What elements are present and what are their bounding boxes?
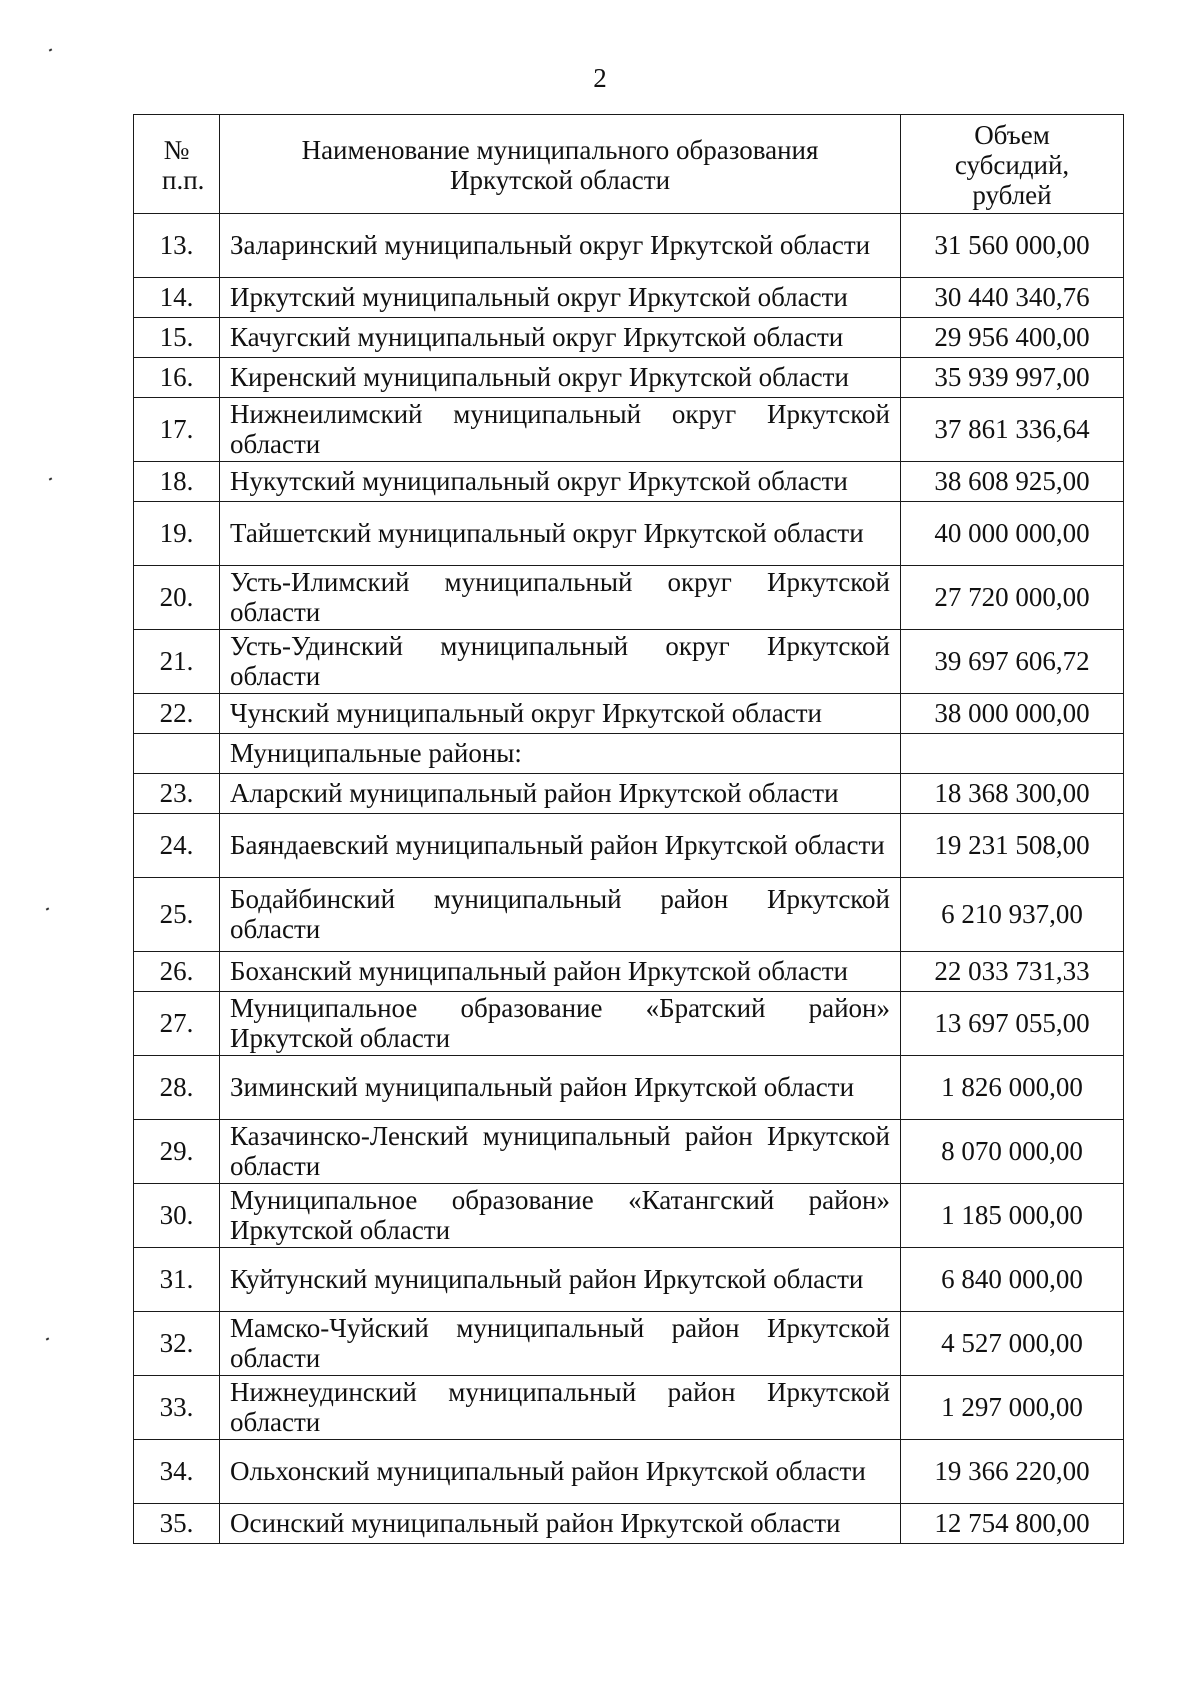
table-row	[134, 1376, 1124, 1440]
subsidy-amount: 1 185 000,00	[901, 1184, 1124, 1248]
subsidy-amount: 27 720 000,00	[901, 566, 1124, 630]
row-number: 32.	[134, 1312, 220, 1376]
municipality-name: Нижнеудинский муниципальный район Иркутской области	[220, 1376, 901, 1440]
table-row	[134, 774, 1124, 814]
subsidy-amount: 1 297 000,00	[901, 1376, 1124, 1440]
table-row	[134, 278, 1124, 318]
table-row	[134, 1120, 1124, 1184]
subsidy-amount: 35 939 997,00	[901, 358, 1124, 398]
municipality-name: Бодайбинский муниципальный район Иркутской области	[220, 878, 901, 952]
header-amount: Объем субсидий, рублей	[901, 115, 1124, 214]
row-number: 24.	[134, 814, 220, 878]
municipality-name: Зиминский муниципальный район Иркутской области	[220, 1056, 901, 1120]
municipality-name: Муниципальное образование «Братский район» Иркутской области	[220, 992, 901, 1056]
subsidy-amount: 4 527 000,00	[901, 1312, 1124, 1376]
municipality-name: Аларский муниципальный район Иркутской области	[220, 774, 901, 814]
row-number	[134, 734, 220, 774]
table-row	[134, 1440, 1124, 1504]
subsidy-amount	[901, 734, 1124, 774]
row-number: 31.	[134, 1248, 220, 1312]
table-row	[134, 462, 1124, 502]
table-row	[134, 694, 1124, 734]
scan-speck	[46, 1337, 50, 1340]
table-header-row	[134, 115, 1124, 214]
municipality-name: Куйтунский муниципальный район Иркутской области	[220, 1248, 901, 1312]
subsidy-amount: 30 440 340,76	[901, 278, 1124, 318]
subsidy-amount: 37 861 336,64	[901, 398, 1124, 462]
row-number: 23.	[134, 774, 220, 814]
table-row	[134, 878, 1124, 952]
subsidy-amount: 12 754 800,00	[901, 1504, 1124, 1544]
row-number: 27.	[134, 992, 220, 1056]
row-number: 30.	[134, 1184, 220, 1248]
row-number: 35.	[134, 1504, 220, 1544]
municipality-name: Баяндаевский муниципальный район Иркутской области	[220, 814, 901, 878]
subsidy-amount: 1 826 000,00	[901, 1056, 1124, 1120]
subsidy-table	[133, 114, 1124, 1544]
table-row	[134, 318, 1124, 358]
subsidy-amount: 6 210 937,00	[901, 878, 1124, 952]
municipality-name: Усть-Илимский муниципальный округ Иркутской области	[220, 566, 901, 630]
scan-speck	[49, 48, 53, 51]
municipality-name: Казачинско-Ленский муниципальный район Иркутской области	[220, 1120, 901, 1184]
subsidy-amount: 19 366 220,00	[901, 1440, 1124, 1504]
table-section-row	[134, 734, 1124, 774]
subsidy-amount: 39 697 606,72	[901, 630, 1124, 694]
row-number: 29.	[134, 1120, 220, 1184]
municipality-name: Ольхонский муниципальный район Иркутской области	[220, 1440, 901, 1504]
subsidy-amount: 13 697 055,00	[901, 992, 1124, 1056]
row-number: 16.	[134, 358, 220, 398]
row-number: 20.	[134, 566, 220, 630]
table-row	[134, 1056, 1124, 1120]
section-heading: Муниципальные районы:	[220, 734, 901, 774]
municipality-name: Муниципальное образование «Катангский район» Иркутской области	[220, 1184, 901, 1248]
table-row	[134, 1504, 1124, 1544]
subsidy-amount: 40 000 000,00	[901, 502, 1124, 566]
municipality-name: Качугский муниципальный округ Иркутской области	[220, 318, 901, 358]
municipality-name: Мамско-Чуйский муниципальный район Иркутской области	[220, 1312, 901, 1376]
table-row	[134, 566, 1124, 630]
table-row	[134, 502, 1124, 566]
row-number: 21.	[134, 630, 220, 694]
municipality-name: Усть-Удинский муниципальный округ Иркутской области	[220, 630, 901, 694]
table-body	[134, 214, 1124, 1544]
municipality-name: Нукутский муниципальный округ Иркутской области	[220, 462, 901, 502]
row-number: 25.	[134, 878, 220, 952]
scan-speck	[49, 477, 53, 480]
subsidy-amount: 38 000 000,00	[901, 694, 1124, 734]
municipality-name: Чунский муниципальный округ Иркутской области	[220, 694, 901, 734]
row-number: 18.	[134, 462, 220, 502]
table-row	[134, 992, 1124, 1056]
row-number: 22.	[134, 694, 220, 734]
municipality-name: Тайшетский муниципальный округ Иркутской области	[220, 502, 901, 566]
municipality-name: Осинский муниципальный район Иркутской области	[220, 1504, 901, 1544]
subsidy-amount: 22 033 731,33	[901, 952, 1124, 992]
row-number: 33.	[134, 1376, 220, 1440]
table-row	[134, 398, 1124, 462]
row-number: 26.	[134, 952, 220, 992]
table-row	[134, 1248, 1124, 1312]
table-row	[134, 1184, 1124, 1248]
subsidy-amount: 8 070 000,00	[901, 1120, 1124, 1184]
municipality-name: Иркутский муниципальный округ Иркутской области	[220, 278, 901, 318]
subsidy-amount: 18 368 300,00	[901, 774, 1124, 814]
municipality-name: Боханский муниципальный район Иркутской области	[220, 952, 901, 992]
row-number: 34.	[134, 1440, 220, 1504]
subsidy-amount: 38 608 925,00	[901, 462, 1124, 502]
municipality-name: Заларинский муниципальный округ Иркутской области	[220, 214, 901, 278]
table-row	[134, 1312, 1124, 1376]
row-number: 14.	[134, 278, 220, 318]
row-number: 13.	[134, 214, 220, 278]
header-num: № п.п.	[134, 115, 220, 214]
municipality-name: Нижнеилимский муниципальный округ Иркутской области	[220, 398, 901, 462]
subsidy-amount: 6 840 000,00	[901, 1248, 1124, 1312]
municipality-name: Киренский муниципальный округ Иркутской области	[220, 358, 901, 398]
table-row	[134, 630, 1124, 694]
row-number: 19.	[134, 502, 220, 566]
page-number: 2	[593, 63, 607, 93]
subsidy-amount: 19 231 508,00	[901, 814, 1124, 878]
table-row	[134, 952, 1124, 992]
subsidy-amount: 31 560 000,00	[901, 214, 1124, 278]
row-number: 17.	[134, 398, 220, 462]
subsidy-amount: 29 956 400,00	[901, 318, 1124, 358]
header-name: Наименование муниципального образования Иркутской области	[220, 115, 901, 214]
scan-speck	[46, 907, 50, 910]
table-row	[134, 814, 1124, 878]
table-row	[134, 358, 1124, 398]
row-number: 15.	[134, 318, 220, 358]
row-number: 28.	[134, 1056, 220, 1120]
table-row	[134, 214, 1124, 278]
